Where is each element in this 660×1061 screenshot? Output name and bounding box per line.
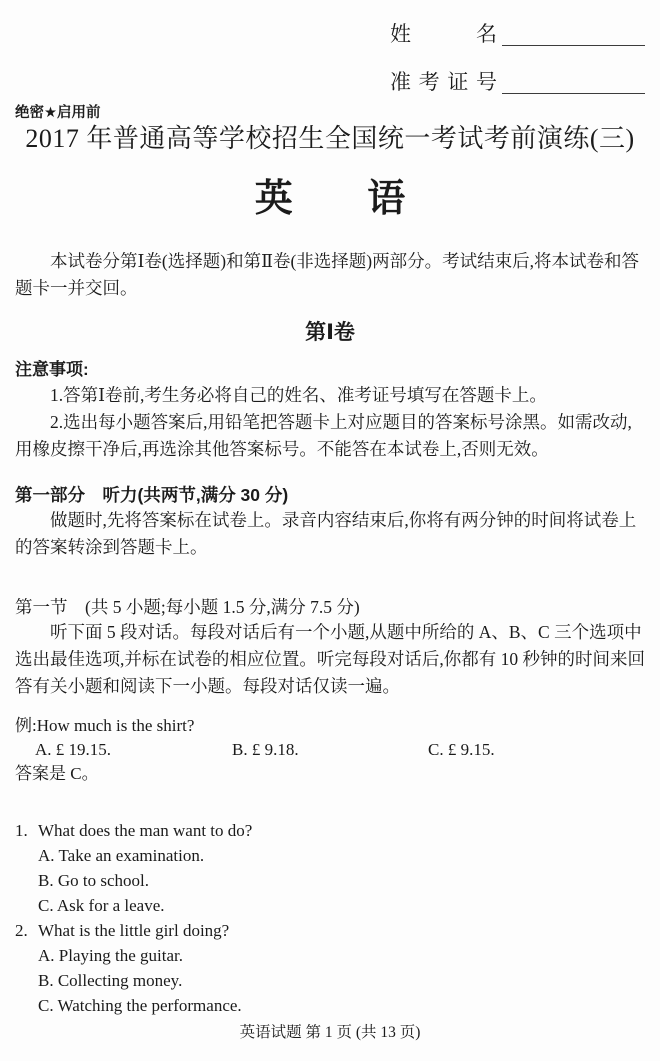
section-a-heading: 第一节 (共 5 小题;每小题 1.5 分,满分 7.5 分)	[15, 597, 360, 617]
question-list	[15, 818, 645, 1018]
example-option-b: B. £ 9.18.	[232, 740, 299, 759]
question-2-stem: What is the little girl doing?	[38, 921, 230, 940]
example-prompt: 例:How much is the shirt?	[15, 716, 195, 735]
question-2-option-b: B. Collecting money.	[38, 971, 183, 990]
example-options-row	[35, 738, 645, 762]
admission-label: 准考证号	[390, 69, 498, 94]
question-1-option-a: A. Take an examination.	[38, 846, 205, 865]
example-option-c: C. £ 9.15.	[428, 740, 495, 759]
part1-heading: 第一部分 听力(共两节,满分 30 分)	[15, 485, 289, 505]
name-label-char-1: 姓	[390, 21, 412, 46]
note-item-1: 1.答第Ⅰ卷前,考生务必将自己的姓名、准考证号填写在答题卡上。	[50, 385, 547, 405]
section-a-instructions: 听下面 5 段对话。每段对话后有一个小题,从题中所给的 A、B、C 三个选项中选出最佳选项,并标在试卷的相应位置。听完每段对话后,你都有 10 秒钟的时间来回答有关小题和阅读下一小题。每段对话仅读一遍。	[15, 622, 645, 696]
question-1-number: 1.	[15, 821, 28, 840]
question-item-1	[15, 818, 645, 918]
subject-char-1: 英	[254, 178, 293, 220]
admission-field-row	[390, 64, 645, 94]
subject-title	[15, 178, 645, 220]
name-field-row	[390, 16, 645, 46]
admission-blank-line	[502, 67, 645, 94]
subject-char-2: 语	[367, 178, 406, 220]
candidate-id-block	[390, 16, 645, 94]
question-2-option-a: A. Playing the guitar.	[38, 946, 183, 965]
secret-notice: 绝密★启用前	[15, 105, 101, 121]
volume-1-heading: 第Ⅰ卷	[305, 321, 355, 344]
note-item-2: 2.选出每小题答案后,用铅笔把答题卡上对应题目的答案标号涂黑。如需改动,用橡皮擦干净后,再选涂其他答案标号。不能答在本试卷上,否则无效。	[15, 412, 632, 459]
page-footer: 英语试题 第 1 页 (共 13 页)	[239, 1024, 421, 1041]
part1-instructions: 做题时,先将答案标在试卷上。录音内容结束后,你将有两分钟的时间将试卷上的答案转涂到答题卡上。	[15, 510, 637, 557]
question-1-stem: What does the man want to do?	[38, 821, 253, 840]
question-1-stem-row	[15, 818, 645, 843]
name-label-char-2: 名	[476, 21, 498, 46]
exam-title: 2017 年普通高等学校招生全国统一考试考前演练(三)	[25, 124, 635, 153]
name-label	[390, 23, 498, 46]
example-answer-note: 答案是 C。	[15, 764, 99, 783]
notes-heading: 注意事项:	[15, 360, 89, 379]
intro-paragraph: 本试卷分第Ⅰ卷(选择题)和第Ⅱ卷(非选择题)两部分。考试结束后,将本试卷和答题卡一并交回。	[15, 251, 639, 298]
question-2-option-c: C. Watching the performance.	[38, 996, 242, 1015]
question-2-number: 2.	[15, 921, 28, 940]
question-1-option-b: B. Go to school.	[38, 871, 149, 890]
name-blank-line	[502, 19, 645, 46]
example-option-a: A. £ 19.15.	[35, 740, 112, 759]
question-1-option-c: C. Ask for a leave.	[38, 896, 165, 915]
question-item-2	[15, 918, 645, 1018]
question-2-stem-row	[15, 918, 645, 943]
